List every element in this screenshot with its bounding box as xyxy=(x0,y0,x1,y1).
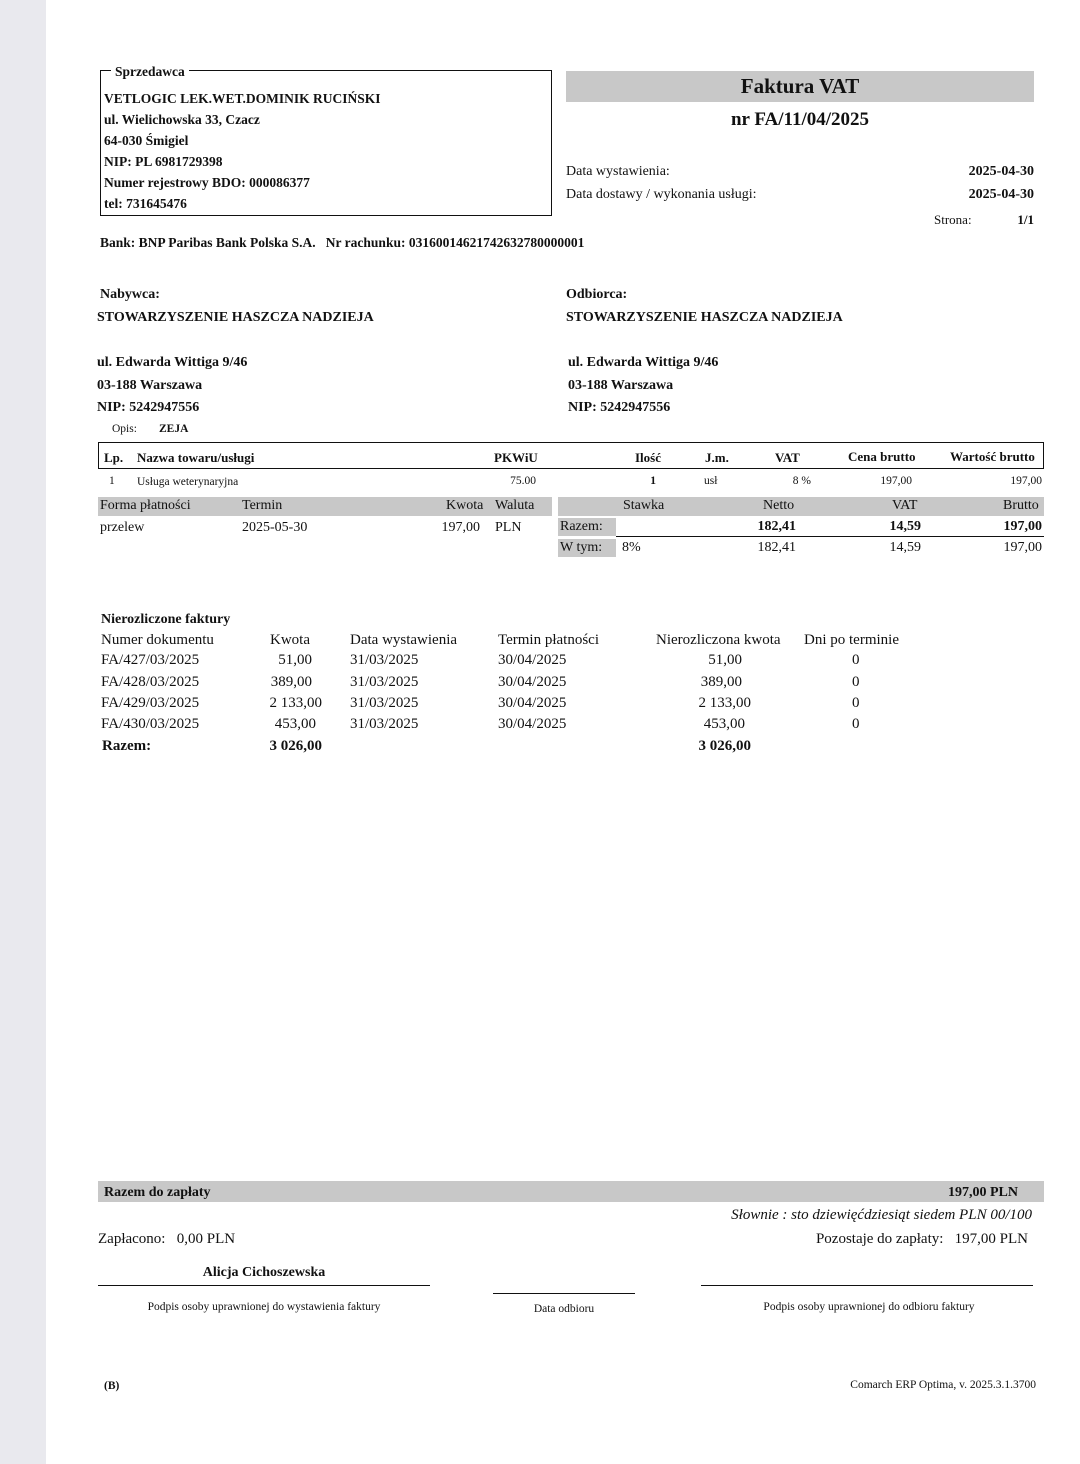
unsettled-total-amount: 3 026,00 xyxy=(269,738,322,754)
col-vat: VAT xyxy=(775,450,800,465)
vat-incl-vat: 14,59 xyxy=(889,540,921,555)
receipt-date-caption: Data odbioru xyxy=(533,1303,595,1315)
seller-bdo: Numer rejestrowy BDO: 000086377 xyxy=(104,175,310,190)
unsettled-col-amount: Kwota xyxy=(270,632,310,648)
amount-remaining: Pozostaje do zapłaty: 197,00 PLN xyxy=(815,1231,1028,1247)
unsettled-total-remaining: 3 026,00 xyxy=(698,738,751,754)
unsettled-total-label: Razem: xyxy=(102,738,152,754)
page-label: Strona: xyxy=(934,212,972,227)
vat-net-header: Netto xyxy=(763,498,795,513)
unsettled-remaining: 389,00 xyxy=(700,674,742,690)
col-pkwiu: PKWiU xyxy=(494,450,538,465)
issuer-signature-caption: Podpis osoby uprawnionej do wystawienia faktury xyxy=(147,1301,381,1313)
vat-total-label: Razem: xyxy=(560,519,603,534)
footer-mark: (B) xyxy=(104,1380,120,1392)
buyer-name: STOWARZYSZENIE HASZCZA NADZIEJA xyxy=(97,310,374,325)
amount-paid: Zapłacono: 0,00 PLN xyxy=(98,1231,236,1247)
issue-date-label: Data wystawienia: xyxy=(566,164,670,179)
unsettled-amount: 51,00 xyxy=(278,652,312,668)
seller-city: 64-030 Śmigiel xyxy=(104,133,189,148)
seller-legend: Sprzedawca xyxy=(111,64,189,80)
unsettled-remaining: 453,00 xyxy=(703,716,745,732)
invoice-title: Faktura VAT xyxy=(566,71,1034,102)
item-pkwiu: 75.00 xyxy=(510,475,536,487)
vat-incl-label: W tym: xyxy=(560,540,603,555)
col-qty: Ilość xyxy=(635,450,661,465)
unsettled-days: 0 xyxy=(852,674,860,690)
payment-amount: 197,00 xyxy=(441,520,480,535)
item-lp: 1 xyxy=(109,475,115,487)
item-price: 197,00 xyxy=(880,475,912,487)
vat-total-gross: 197,00 xyxy=(1003,519,1042,534)
col-price: Cena brutto xyxy=(848,449,916,464)
item-vat: 8 % xyxy=(792,475,811,487)
unsettled-col-due: Termin płatności xyxy=(498,632,600,648)
unsettled-due: 30/04/2025 xyxy=(498,716,567,732)
item-name: Usługa weterynaryjna xyxy=(137,476,239,488)
payment-term-header: Termin xyxy=(242,498,283,513)
unsettled-issue: 31/03/2025 xyxy=(350,652,419,668)
unsettled-remaining: 51,00 xyxy=(708,652,742,668)
issue-date: 2025-04-30 xyxy=(968,164,1034,179)
page-number: 1/1 xyxy=(1017,212,1034,227)
buyer-label: Nabywca: xyxy=(100,287,160,302)
receiver-signature-caption: Podpis osoby uprawnionej do odbioru faktury xyxy=(763,1301,975,1313)
invoice-number: nr FA/11/04/2025 xyxy=(730,109,870,130)
total-due-label: Razem do zapłaty xyxy=(104,1185,211,1200)
total-due-value: 197,00 PLN xyxy=(948,1185,1018,1200)
unsettled-doc: FA/430/03/2025 xyxy=(101,716,200,732)
delivery-date-label: Data dostawy / wykonania usługi: xyxy=(566,187,757,202)
description-label: Opis: xyxy=(112,423,137,435)
unsettled-days: 0 xyxy=(852,652,860,668)
seller-nip: NIP: PL 6981729398 xyxy=(104,154,223,169)
item-unit: usł xyxy=(704,475,718,487)
unsettled-days: 0 xyxy=(852,716,860,732)
buyer-street: ul. Edwarda Wittiga 9/46 xyxy=(97,355,248,370)
payment-currency-header: Waluta xyxy=(495,498,535,513)
unsettled-amount: 453,00 xyxy=(274,716,316,732)
issuer-signature-line xyxy=(98,1285,430,1286)
vat-total-vat: 14,59 xyxy=(889,519,921,534)
seller-tel: tel: 731645476 xyxy=(104,196,187,211)
vat-gross-header: Brutto xyxy=(1003,498,1039,513)
unsettled-doc: FA/428/03/2025 xyxy=(101,674,200,690)
col-lp: Lp. xyxy=(104,450,124,465)
payment-amount-header: Kwota xyxy=(446,498,484,513)
recipient-name: STOWARZYSZENIE HASZCZA NADZIEJA xyxy=(566,310,843,325)
seller-street: ul. Wielichowska 33, Czacz xyxy=(104,112,260,127)
vat-total-underline xyxy=(616,536,1044,537)
unsettled-col-days: Dni po terminie xyxy=(804,632,899,648)
vat-incl-gross: 197,00 xyxy=(1003,540,1042,555)
unsettled-title: Nierozliczone faktury xyxy=(101,612,231,627)
vat-incl-rate: 8% xyxy=(622,540,641,555)
buyer-city: 03-188 Warszawa xyxy=(97,378,203,393)
seller-name: VETLOGIC LEK.WET.DOMINIK RUCIŃSKI xyxy=(104,91,381,106)
col-name: Nazwa towaru/usługi xyxy=(137,450,255,465)
payment-form-header: Forma płatności xyxy=(100,498,191,513)
payment-form: przelew xyxy=(100,520,145,535)
unsettled-due: 30/04/2025 xyxy=(498,652,567,668)
unsettled-days: 0 xyxy=(852,695,860,711)
col-value: Wartość brutto xyxy=(950,449,1035,464)
vat-incl-net: 182,41 xyxy=(757,540,796,555)
unsettled-doc: FA/429/03/2025 xyxy=(101,695,200,711)
delivery-date: 2025-04-30 xyxy=(968,187,1034,202)
item-qty: 1 xyxy=(650,475,656,487)
unsettled-col-remaining: Nierozliczona kwota xyxy=(656,632,781,648)
payment-term: 2025-05-30 xyxy=(242,520,308,535)
receiver-signature-line xyxy=(701,1285,1033,1286)
recipient-nip: NIP: 5242947556 xyxy=(568,400,671,415)
unsettled-col-doc: Numer dokumentu xyxy=(101,632,214,648)
invoice-page xyxy=(46,0,1080,1464)
unsettled-issue: 31/03/2025 xyxy=(350,716,419,732)
unsettled-amount: 389,00 xyxy=(270,674,312,690)
unsettled-due: 30/04/2025 xyxy=(498,695,567,711)
software-version: Comarch ERP Optima, v. 2025.3.1.3700 xyxy=(850,1379,1036,1391)
receipt-date-line xyxy=(493,1293,635,1294)
unsettled-amount: 2 133,00 xyxy=(269,695,322,711)
issuer-name: Alicja Cichoszewska xyxy=(202,1265,326,1280)
col-unit: J.m. xyxy=(705,450,729,465)
vat-total-net: 182,41 xyxy=(757,519,796,534)
recipient-label: Odbiorca: xyxy=(566,287,628,302)
unsettled-issue: 31/03/2025 xyxy=(350,695,419,711)
vat-rate-header: Stawka xyxy=(623,498,665,513)
unsettled-due: 30/04/2025 xyxy=(498,674,567,690)
unsettled-col-issue: Data wystawienia xyxy=(350,632,458,648)
buyer-nip: NIP: 5242947556 xyxy=(97,400,200,415)
unsettled-remaining: 2 133,00 xyxy=(698,695,751,711)
recipient-city: 03-188 Warszawa xyxy=(568,378,674,393)
payment-currency: PLN xyxy=(495,520,522,535)
unsettled-doc: FA/427/03/2025 xyxy=(101,652,200,668)
item-value: 197,00 xyxy=(1010,475,1042,487)
unsettled-issue: 31/03/2025 xyxy=(350,674,419,690)
description-value: ZEJA xyxy=(159,423,189,435)
recipient-street: ul. Edwarda Wittiga 9/46 xyxy=(568,355,719,370)
vat-vat-header: VAT xyxy=(892,498,918,513)
seller-box xyxy=(100,64,552,216)
amount-in-words: Słownie : sto dziewięćdziesiąt siedem PLN 00/100 xyxy=(731,1207,1032,1223)
bank-account: Bank: BNP Paribas Bank Polska S.A. Nr rachunku: 03160014621742632780000001 xyxy=(100,235,585,250)
